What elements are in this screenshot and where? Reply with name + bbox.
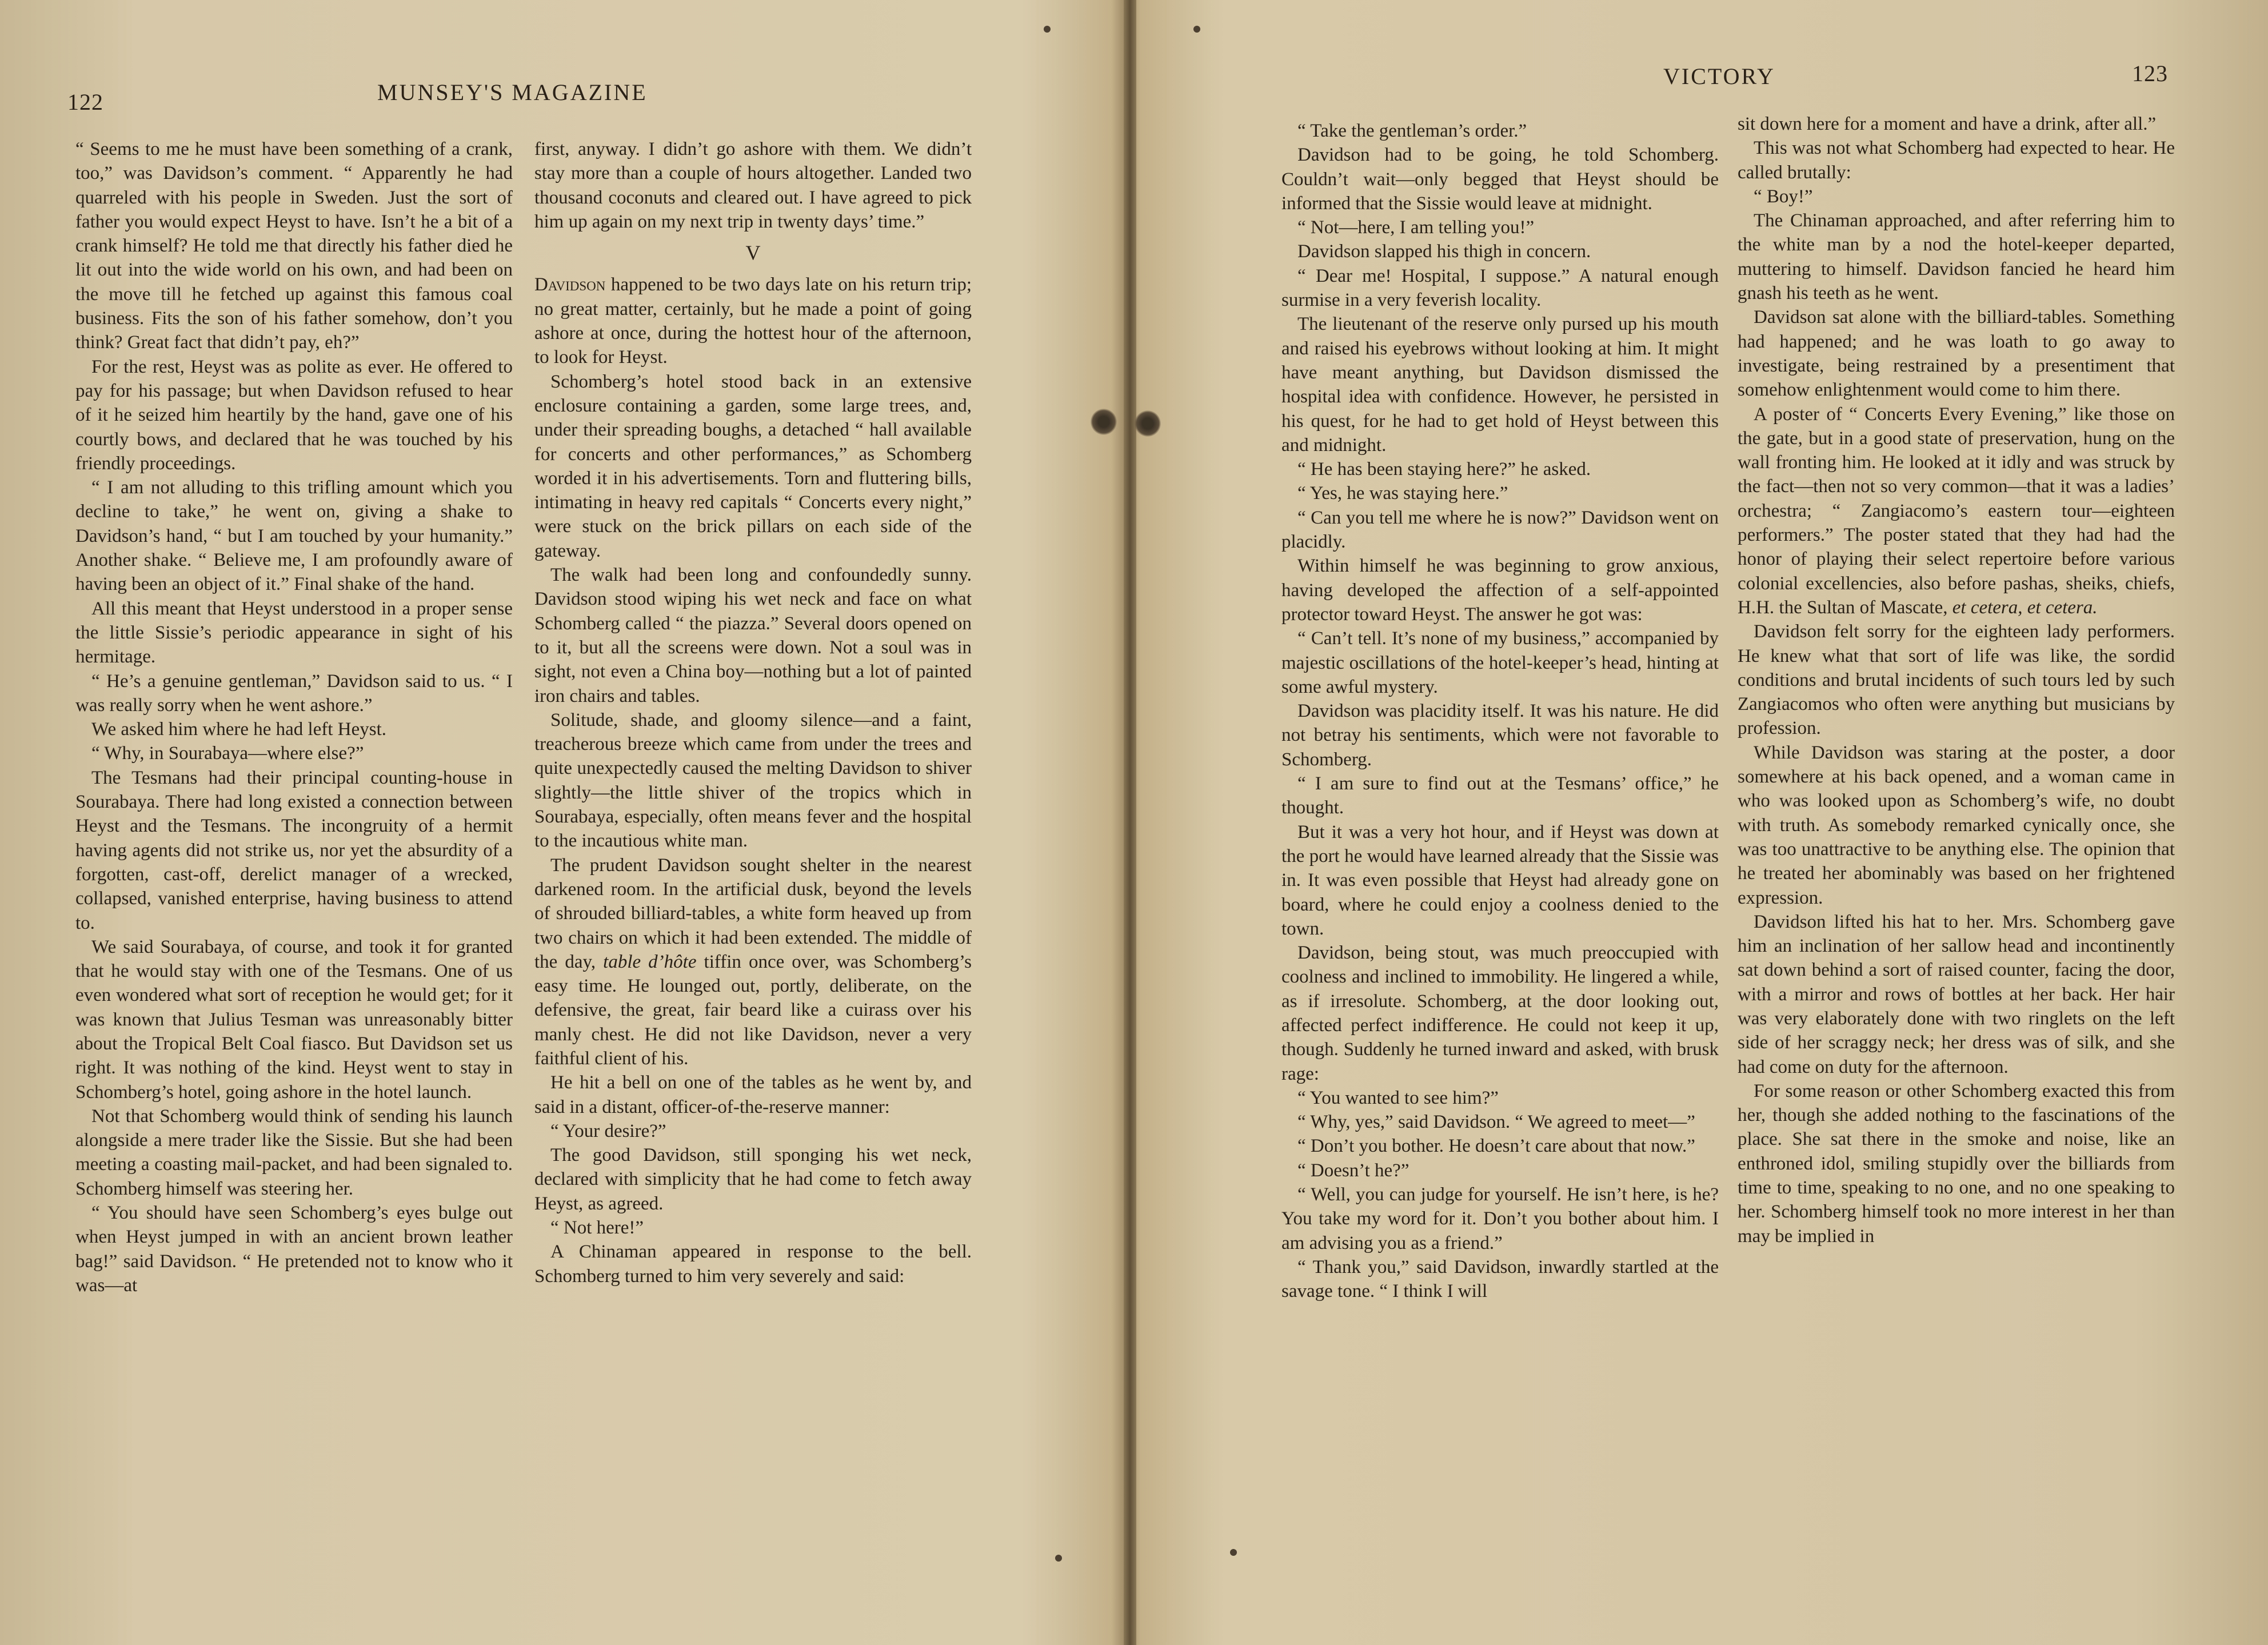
paragraph: “ Not here!” xyxy=(550,1217,644,1239)
paragraph: “ Don’t you bother. He doesn’t care about that now.” xyxy=(1297,1136,1695,1157)
paragraph: “ Take the gentleman’s order.” xyxy=(1297,121,1527,141)
paragraph: Davidson happened to be two days late on his return trip; no great matter, certainly, but he made a point of going ashore at once, during the hottest hour of the afternoon, to look for Heyst. xyxy=(534,274,972,368)
left-column-1 xyxy=(75,137,513,1297)
paragraph: “ You wanted to see him?” xyxy=(1297,1087,1499,1108)
paragraph: “ Can you tell me where he is now?” Davidson went on placidly. xyxy=(1281,507,1719,553)
paragraph: But it was a very hot hour, and if Heyst was down at the port he would have learned already that the Sissie was in. It was even possible that Heyst had already gone on board, where he could enjoy a coolness denied to the town. xyxy=(1281,821,1719,939)
paragraph: “ Boy!” xyxy=(1754,186,1813,207)
paragraph: Davidson sat alone with the billiard-tables. Something had happened; and he was loath to go away to investigate, being restrained by a presentiment that somehow enlightenment would come to him there. xyxy=(1738,307,2175,401)
paragraph: “ Why, yes,” said Davidson. “ We agreed to meet—” xyxy=(1297,1112,1695,1133)
page-number: 123 xyxy=(2132,61,2168,86)
paragraph: “ Why, in Sourabaya—where else?” xyxy=(91,743,364,764)
paragraph: “ Yes, he was staying here.” xyxy=(1297,483,1508,504)
right-column-1 xyxy=(1281,119,1719,1304)
paragraph: We said Sourabaya, of course, and took it for granted that he would stay with one of the Tesmans. One of us even wondered what sort of reception he would get; for it was known that Julius Tesman was unreasonably bitter about the Tropical Belt Coal fiasco. But Davidson set us right. It was nothing of the kind. Heyst went to stay in Schomberg’s hotel, going ashore in the hotel launch. xyxy=(75,936,513,1103)
paragraph: “ Not—here, I am telling you!” xyxy=(1297,217,1535,238)
binding-hole xyxy=(1091,409,1117,435)
paragraph: While Davidson was staring at the poster, a door somewhere at his back opened, and a woman came in who was looked upon as Schomberg’s wife, no doubt with truth. As somebody remarked cynically once, she was too unattractive to be anything else. The opinion that he treated her abominably was based on her frightened expression. xyxy=(1738,742,2175,908)
paragraph: We asked him where he had left Heyst. xyxy=(91,719,386,740)
paragraph: first, anyway. I didn’t go ashore with them. We didn’t stay more than a couple of hours altogether. Landed two thousand coconuts and cleared out. I have agreed to pick him up again on my next trip in twenty days’ time.” xyxy=(534,139,972,232)
paragraph: “ Seems to me he must have been something of a crank, too,” was Davidson’s comment. “ Apparently he had quarreled with his people in Sweden. Just the sort of father you would expect Heyst to have. Isn’t he a bit of a crank himself? He told me that directly his father died he lit out into the wide world on his own, and had been on the move till he fetched up against this famous coal business. Fits the son of his father somehow, don’t you think? Great fact that didn’t pay, eh?” xyxy=(75,139,513,353)
paragraph: The Chinaman approached, and after referring him to the white man by a nod the hotel-keeper departed, muttering to himself. Davidson fancied he heard him gnash his teeth as he went. xyxy=(1738,210,2175,304)
paragraph: Not that Schomberg would think of sending his launch alongside a mere trader like the Sissie. But she had been meeting a coasting mail-packet, and had been signaled to. Schomberg himself was steering her. xyxy=(75,1105,513,1199)
opening-word: Davidson xyxy=(534,274,606,296)
left-page xyxy=(0,0,1126,1645)
paragraph: Davidson, being stout, was much preoccupied with coolness and inclined to immobility. He lingered a while, as if irresolute. Schomberg, at the door looking out, affected perfect indifference. He could not keep it up, though. Suddenly he turned inward and asked, with brusk rage: xyxy=(1281,943,1719,1084)
paragraph: “ Well, you can judge for yourself. He isn’t here, is he? You take my word for it. Don’t you bother about him. I am advising you as a friend.” xyxy=(1281,1184,1719,1253)
left-column-2 xyxy=(534,137,972,1288)
paragraph: sit down here for a moment and have a drink, after all.” xyxy=(1738,114,2157,134)
paragraph: Schomberg’s hotel stood back in an extensive enclosure containing a garden, some large trees, and, under their spreading boughs, a detached “ hall available for concerts and other performances,” as Schomberg worded it in his advertisements. Torn and fluttering bills, intimating in heavy red capitals “ Concerts every night,” were stuck on the brick pillars on each side of the gateway. xyxy=(534,371,972,561)
paragraph: He hit a bell on one of the tables as he went by, and said in a distant, officer-of-the-reserve manner: xyxy=(534,1072,972,1117)
section-heading: V xyxy=(745,241,761,265)
paragraph: Davidson lifted his hat to her. Mrs. Schomberg gave him an inclination of her sallow head and incontinently sat down behind a sort of raised counter, facing the door, with a mirror and rows of bottles at her back. Her hair was very elaborately done with two ringlets on the left side of her scraggy neck; her dress was of silk, and she had come on duty for the afternoon. xyxy=(1738,911,2175,1077)
paragraph: Davidson felt sorry for the eighteen lady performers. He knew what that sort of life was like, the sordid conditions and brutal incidents of such tours led by such Zangiacomos who often were anything but musicians by profession. xyxy=(1738,621,2175,739)
paragraph: This was not what Schomberg had expected to hear. He called brutally: xyxy=(1738,138,2175,183)
staple-mark xyxy=(1055,1555,1062,1562)
paragraph: “ Your desire?” xyxy=(550,1120,666,1141)
right-page xyxy=(1135,0,2268,1645)
paragraph: The walk had been long and confoundedly sunny. Davidson stood wiping his wet neck and face on what Schomberg called “ the piazza.” Several doors opened on to it, but all the screens were down. Not a soul was in sight, not even a China boy—nothing but a lot of painted iron chairs and tables. xyxy=(534,565,972,706)
running-head: MUNSEY'S MAGAZINE xyxy=(377,79,648,105)
paragraph: “ Doesn’t he?” xyxy=(1297,1160,1409,1181)
paragraph: “ I am sure to find out at the Tesmans’ office,” he thought. xyxy=(1281,773,1719,818)
page-number: 122 xyxy=(67,89,103,115)
paragraph: The Tesmans had their principal counting-house in Sourabaya. There had long existed a connection between Heyst and the Tesmans. The incongruity of a hermit having agents did not strike us, nor yet the absurdity of a forgotten, cast-off, derelict manager of a wrecked, collapsed, vanished enterprise, having business to attend to. xyxy=(75,767,513,933)
paragraph: “ Can’t tell. It’s none of my business,” accompanied by majestic oscillations of the hotel-keeper’s head, hinting at some awful mystery. xyxy=(1281,628,1719,697)
paragraph: “ Thank you,” said Davidson, inwardly startled at the savage tone. “ I think I will xyxy=(1281,1256,1719,1302)
right-column-2 xyxy=(1738,112,2175,1248)
paragraph: Within himself he was beginning to grow anxious, having developed the affection of a self-appointed protector toward Heyst. The answer he got was: xyxy=(1281,556,1719,625)
paragraph: “ I am not alluding to this trifling amount which you decline to take,” he went on, giving a shake to Davidson’s hand, “ but I am touched by your humanity.” Another shake. “ Believe me, I am profoundly aware of having been an object of it.” Final shake of the hand. xyxy=(75,477,513,595)
paragraph: The prudent Davidson sought shelter in the nearest darkened room. In the artificial dusk, beyond the levels of shrouded billiard-tables, a white form heaved up from two chairs on which it had been extended. The middle of the day, table d’hôte tiffin once over, was Schomberg’s easy time. He lounged out, portly, deliberate, on the defensive, the great, fair beard like a cuirass over his manly chest. He did not like Davidson, never a very faithful client of his. xyxy=(534,855,972,1069)
italic-phrase: table d’hôte xyxy=(603,951,697,972)
paragraph: Davidson had to be going, he told Schomberg. Couldn’t wait—only begged that Heyst should be informed that the Sissie would leave at midnight. xyxy=(1281,145,1719,214)
staple-mark xyxy=(1044,26,1051,33)
paragraph: “ He’s a genuine gentleman,” Davidson said to us. “ I was really sorry when he went ashore.” xyxy=(75,670,513,716)
paragraph: Solitude, shade, and gloomy silence—and a faint, treacherous breeze which came from under the trees and quite unexpectedly caused the melting Davidson to shiver slightly—the little shiver of the tropics which in Sourabaya, especially, often means fever and the hospital to the incautious white man. xyxy=(534,709,972,852)
paragraph: A poster of “ Concerts Every Evening,” like those on the gate, but in a good state of preservation, hung on the wall fronting him. He looked at it idly and was struck by the fact—then not so very common—that it was a ladies’ orchestra; “ Zangiacomo’s eastern tour—eighteen performers.” The poster stated that they had had the honor of playing their select repertoire before various colonial excellencies, also before pashas, sheiks, chiefs, H.H. the Sultan of Mascate, et cetera, et cetera. xyxy=(1738,404,2175,618)
paragraph: Davidson slapped his thigh in concern. xyxy=(1297,241,1591,262)
running-head: VICTORY xyxy=(1663,63,1775,89)
paragraph: For the rest, Heyst was as polite as ever. He offered to pay for his passage; but when Davidson refused to hear of it he seized him heartily by the hand, gave one of his courtly bows, and declared that he was touched by his friendly proceedings. xyxy=(75,356,513,474)
paragraph: All this meant that Heyst understood in a proper sense the little Sissie’s periodic appearance in sight of his hermitage. xyxy=(75,598,513,668)
paragraph: The good Davidson, still sponging his wet neck, declared with simplicity that he had come to fetch away Heyst, as agreed. xyxy=(534,1145,972,1214)
paragraph: The lieutenant of the reserve only pursed up his mouth and raised his eyebrows without looking at him. It might have meant anything, but Davidson dismissed the hospital idea with confidence. However, he persisted in his quest, for he had to get hold of Heyst between this and midnight. xyxy=(1281,314,1719,456)
paragraph: “ Dear me! Hospital, I suppose.” A natural enough surmise in a very feverish locality. xyxy=(1281,265,1719,311)
italic-phrase: et cetera, et cetera. xyxy=(1952,597,2098,618)
paragraph: Davidson was placidity itself. It was his nature. He did not betray his sentiments, which were not favorable to Schomberg. xyxy=(1281,701,1719,770)
paragraph: A Chinaman appeared in response to the bell. Schomberg turned to him very severely and said: xyxy=(534,1241,972,1287)
paragraph: “ You should have seen Schomberg’s eyes bulge out when Heyst jumped in with an ancient brown leather bag!” said Davidson. “ He pretended not to know who it was—at xyxy=(75,1203,513,1296)
paragraph: “ He has been staying here?” he asked. xyxy=(1297,459,1591,480)
paragraph: For some reason or other Schomberg exacted this from her, though she added nothing to the fascinations of the place. She sat there in the smoke and noise, like an enthroned idol, smiling stupidly over the billiards from time to time, speaking to no one, and no one speaking to her. Schomberg himself took no more interest in her than may be implied in xyxy=(1738,1080,2175,1247)
